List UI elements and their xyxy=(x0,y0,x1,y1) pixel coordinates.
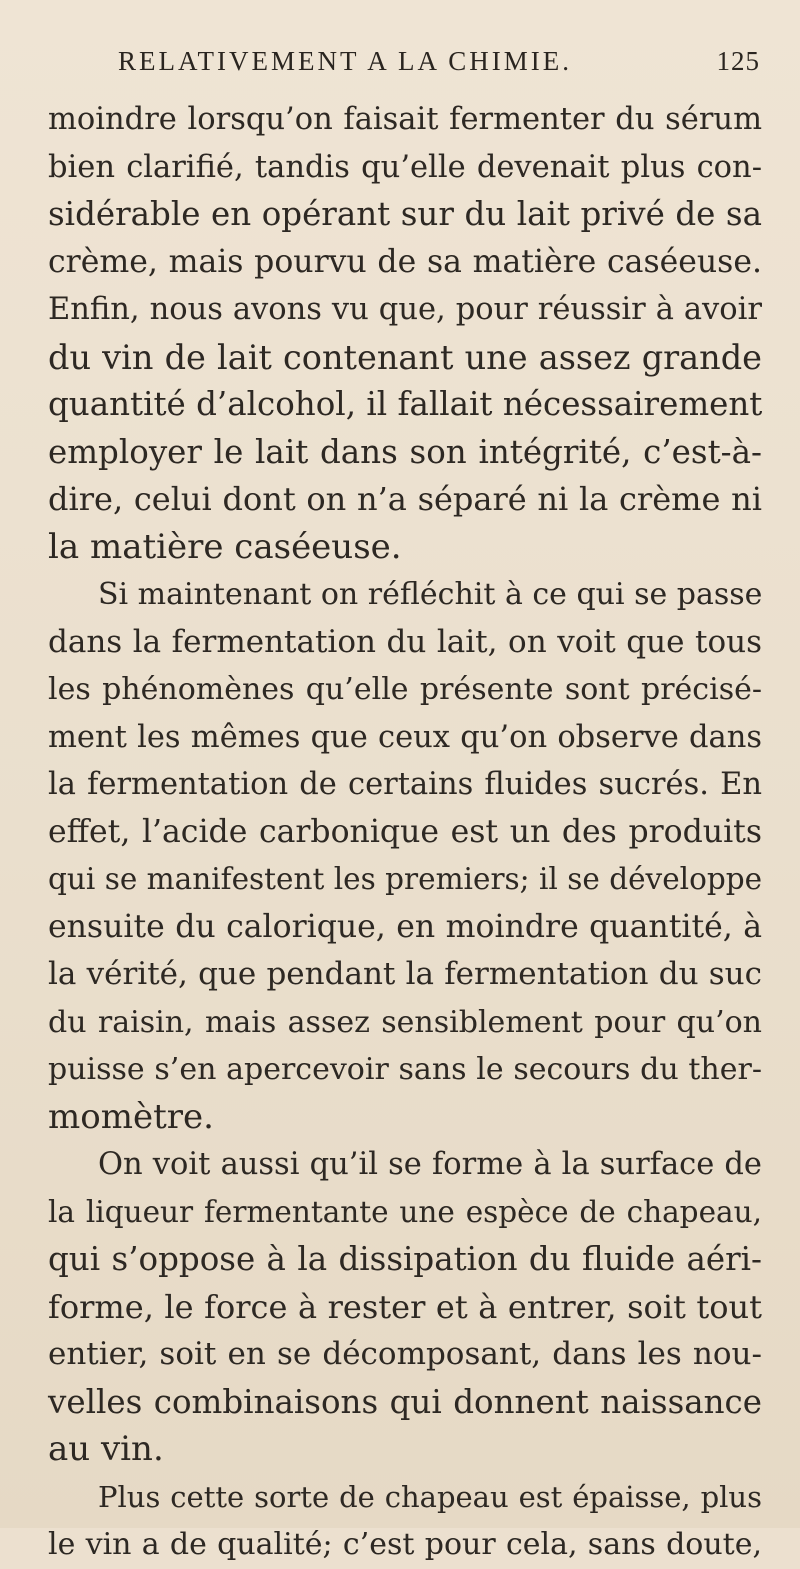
text-line: Enfin, nous avons vu que, pour réussir à avoir xyxy=(48,292,762,327)
text-line: qui s’oppose à la dissipation du fluide aéri- xyxy=(48,1240,762,1278)
text-line: sidérable en opérant sur du lait privé de sa xyxy=(48,195,762,233)
text-line: au vin. xyxy=(48,1429,164,1469)
running-head xyxy=(118,46,760,86)
text-line: qui se manifestent les premiers; il se développe xyxy=(48,862,763,896)
text-line: velles combinaisons qui donnent naissance xyxy=(48,1382,762,1421)
text-line: ensuite du calorique, en moindre quantité, à xyxy=(48,908,762,945)
text-line: du raisin, mais assez sensiblement pour qu’on xyxy=(48,1004,762,1040)
text-line: forme, le force à rester et à entrer, soit tout xyxy=(48,1287,762,1326)
text-line: entier, soit en se décomposant, dans les nou- xyxy=(48,1336,762,1372)
text-line: la fermentation de certains fluides sucrés. En xyxy=(48,767,762,802)
text-line: le vin a de qualité; c’est pour cela, sans doute, xyxy=(48,1527,762,1562)
text-line: la vérité, que pendant la fermentation du suc xyxy=(48,956,762,992)
text-line: dire, celui dont on n’a séparé ni la crème ni xyxy=(48,480,762,518)
text-line: employer le lait dans son intégrité, c’est-à- xyxy=(48,432,762,471)
text-line: Plus cette sorte de chapeau est épaisse, plus xyxy=(98,1479,762,1514)
text-line: la matière caséeuse. xyxy=(48,526,402,567)
text-line: ment les mêmes que ceux qu’on observe dans xyxy=(48,719,762,755)
text-line: effet, l’acide carbonique est un des produits xyxy=(48,813,762,850)
text-line: quantité d’alcohol, il fallait nécessairement xyxy=(48,385,763,423)
text-line: On voit aussi qu’il se forme à la surface de xyxy=(98,1147,762,1182)
text-line: moindre lorsqu’on faisait fermenter du sérum xyxy=(48,102,762,137)
running-head-title: RELATIVEMENT A LA CHIMIE. xyxy=(118,46,572,76)
page-number: 125 xyxy=(716,46,760,76)
text-line: la liqueur fermentante une espèce de chapeau, xyxy=(48,1194,762,1229)
text-line: bien clarifié, tandis qu’elle devenait plus con- xyxy=(48,149,762,185)
text-line: momètre. xyxy=(48,1096,214,1137)
text-line: dans la fermentation du lait, on voit que tous xyxy=(48,623,762,660)
body-text xyxy=(48,96,762,1569)
text-line: crème, mais pourvu de sa matière caséeuse. xyxy=(48,243,762,280)
text-line: puisse s’en apercevoir sans le secours du ther- xyxy=(48,1052,762,1087)
text-line: Si maintenant on réfléchit à ce qui se passe xyxy=(98,577,763,612)
text-line: du vin de lait contenant une assez grande xyxy=(48,337,762,377)
text-line: les phénomènes qu’elle présente sont précisé- xyxy=(48,672,762,707)
